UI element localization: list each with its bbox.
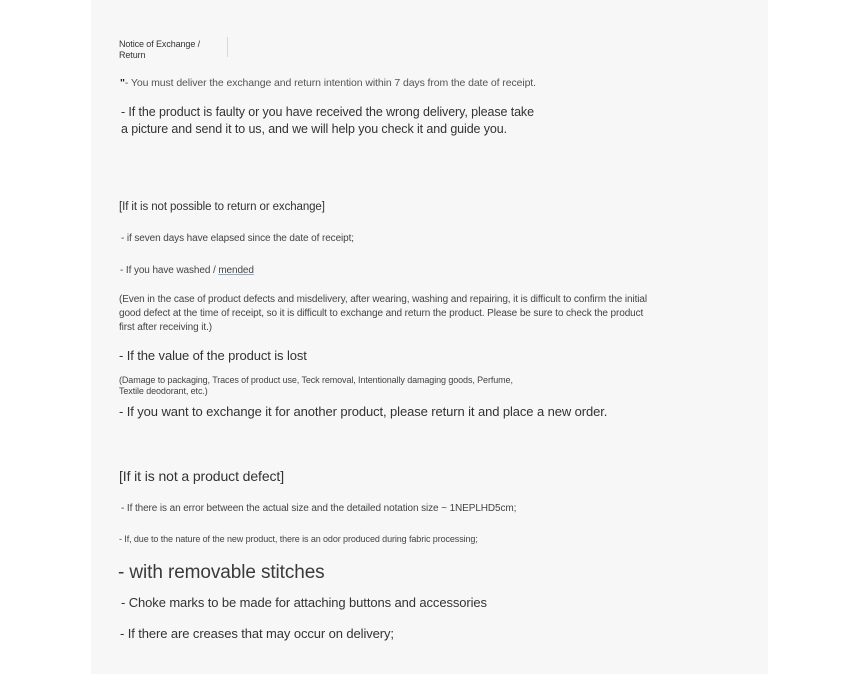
stitches-text: - with removable stitches <box>118 562 325 583</box>
odor-text: - If, due to the nature of the new product, there is an odor produced during fabric processing; <box>119 534 478 544</box>
size-error-text: - If there is an error between the actual size and the detailed notation size ~ 1NEPLHD5cm; <box>121 503 517 514</box>
defects-note: (Even in the case of product defects and misdelivery, after wearing, washing and repairing, it is difficult to confirm the initial good defect at the time of receipt, so it is difficult to exchange and return the product. Please be sure to check the product first after receiving it.) <box>119 294 648 333</box>
another-product-text: - If you want to exchange it for another product, please return it and place a new order. <box>119 404 608 419</box>
washed-text <box>120 265 254 276</box>
damage-note: (Damage to packaging, Traces of product use, Teck removal, Intentionally damaging goods, Perfume, Textile deodorant, etc.) <box>119 375 513 396</box>
mended-link[interactable]: mended <box>218 265 254 276</box>
washed-prefix: - If you have washed / <box>120 265 219 276</box>
deadline-line: - You must deliver the exchange and return intention within 7 days from the date of receipt. <box>124 77 536 89</box>
seven-days-text: - if seven days have elapsed since the date of receipt; <box>121 233 354 244</box>
not-defect-heading: [If it is not a product defect] <box>119 468 284 484</box>
quote-mark: " <box>120 77 125 89</box>
deadline-text <box>120 77 536 89</box>
choke-marks-text: - Choke marks to be made for attaching buttons and accessories <box>121 595 487 610</box>
title-divider <box>227 37 228 57</box>
faulty-product-text: - If the product is faulty or you have received the wrong delivery, please take a picture and send it to us, and we will help you check it and guide you. <box>121 105 534 136</box>
notice-title: Notice of Exchange / Return <box>119 39 201 60</box>
value-lost-text: - If the value of the product is lost <box>119 348 307 363</box>
notice-panel <box>91 0 768 674</box>
creases-text: - If there are creases that may occur on delivery; <box>120 626 394 641</box>
not-possible-heading: [If it is not possible to return or exchange] <box>119 201 325 213</box>
